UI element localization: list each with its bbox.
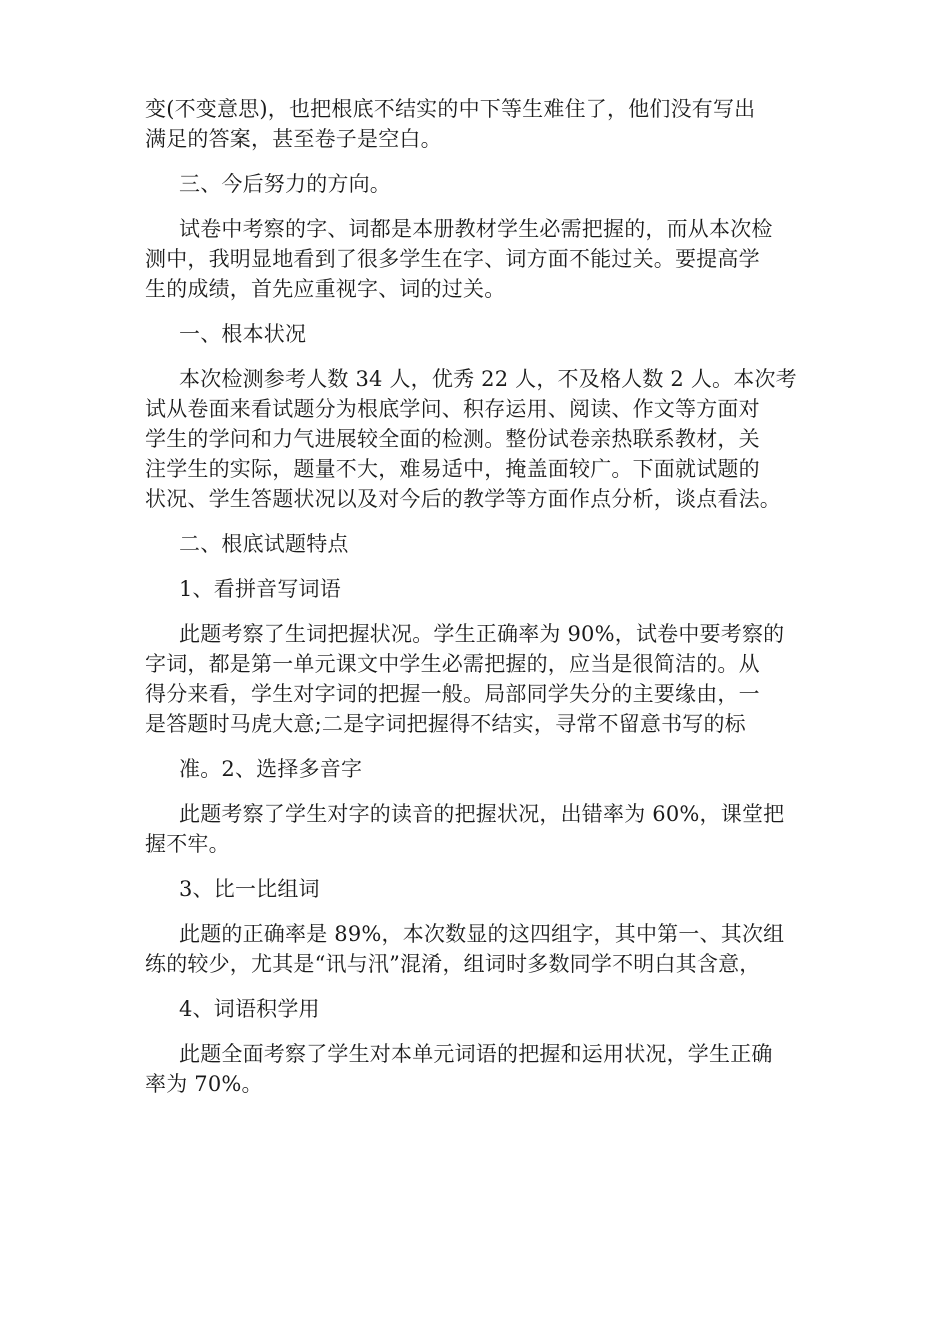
paragraph <box>145 799 810 859</box>
text-line: 此题全面考察了学生对本单元词语的把握和运用状况，学生正确 <box>179 1042 773 1066</box>
text-line: 生的成绩，首先应重视字、词的过关。 <box>145 277 506 301</box>
heading-line: 二、根底试题特点 <box>179 532 349 556</box>
heading-line: 三、今后努力的方向。 <box>179 172 391 196</box>
subsection-heading <box>145 874 810 904</box>
section-heading <box>145 169 810 199</box>
paragraph <box>145 94 810 154</box>
document-body <box>145 94 810 1099</box>
text-line: 变(不变意思)，也把根底不结实的中下等生难住了，他们没有写出 <box>145 97 756 121</box>
text-line: 试卷中考察的字、词都是本册教材学生必需把握的，而从本次检 <box>179 217 773 241</box>
heading-line: 3、比一比组词 <box>179 877 320 901</box>
text-line: 握不牢。 <box>145 832 230 856</box>
paragraph <box>145 1039 810 1099</box>
paragraph <box>145 364 810 514</box>
section-heading <box>145 319 810 349</box>
section-heading <box>145 529 810 559</box>
text-line: 学生的学问和力气进展较全面的检测。整份试卷亲热联系教材，关 <box>145 427 760 451</box>
text-line: 测中，我明显地看到了很多学生在字、词方面不能过关。要提高学 <box>145 247 760 271</box>
heading-line: 1、看拼音写词语 <box>179 577 341 601</box>
text-line: 此题的正确率是 89%，本次数显的这四组字，其中第一、其次组 <box>179 922 785 946</box>
paragraph <box>145 619 810 739</box>
paragraph <box>145 754 810 784</box>
subsection-heading <box>145 994 810 1024</box>
subsection-heading <box>145 574 810 604</box>
text-line: 满足的答案，甚至卷子是空白。 <box>145 127 442 151</box>
text-line: 试从卷面来看试题分为根底学问、积存运用、阅读、作文等方面对 <box>145 397 760 421</box>
text-line: 练的较少，尤其是“讯与汛”混淆，组词时多数同学不明白其含意， <box>145 952 761 976</box>
text-line: 注学生的实际，题量不大，难易适中，掩盖面较广。下面就试题的 <box>145 457 760 481</box>
paragraph <box>145 919 810 979</box>
text-line: 率为 70%。 <box>145 1072 263 1096</box>
text-line: 准。2、选择多音字 <box>179 757 363 781</box>
text-line: 此题考察了生词把握状况。学生正确率为 90%，试卷中要考察的 <box>179 622 785 646</box>
text-line: 字词，都是第一单元课文中学生必需把握的，应当是很简洁的。从 <box>145 652 760 676</box>
text-line: 本次检测参考人数 34 人，优秀 22 人，不及格人数 2 人。本次考 <box>179 367 797 391</box>
text-line: 此题考察了学生对字的读音的把握状况，出错率为 60%，课堂把 <box>179 802 785 826</box>
text-line: 得分来看，学生对字词的把握一般。局部同学失分的主要缘由，一 <box>145 682 760 706</box>
paragraph <box>145 214 810 304</box>
heading-line: 一、根本状况 <box>179 322 307 346</box>
heading-line: 4、词语积学用 <box>179 997 320 1021</box>
text-line: 是答题时马虎大意;二是字词把握得不结实，寻常不留意书写的标 <box>145 712 746 736</box>
text-line: 状况、学生答题状况以及对今后的教学等方面作点分析，谈点看法。 <box>145 487 781 511</box>
